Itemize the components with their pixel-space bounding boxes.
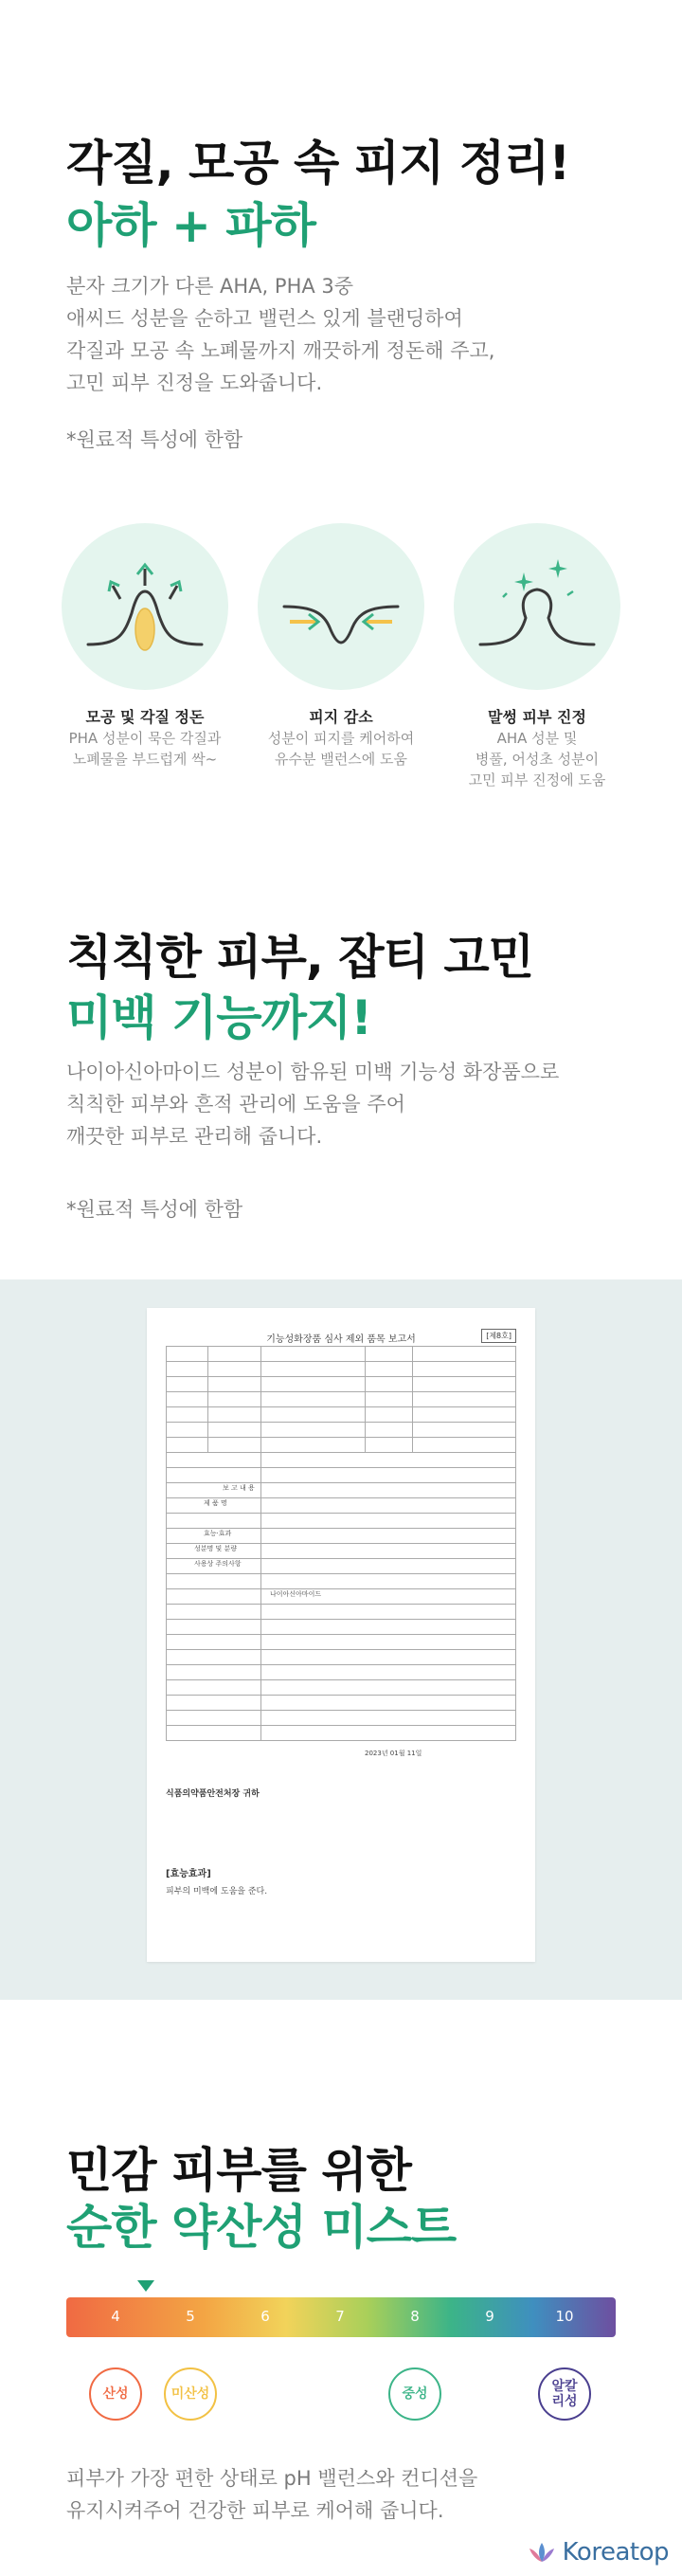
feature-desc-sebum: 성분이 피지를 케어하여 유수분 밸런스에 도움	[267, 730, 415, 768]
headline-sensitive-skin: 민감 피부를 위한	[66, 2143, 411, 2198]
section-whitening	[0, 881, 682, 1279]
ph-number: 5	[186, 2308, 195, 2325]
ph-marker-icon	[137, 2280, 154, 2292]
skin-soothing-icon	[454, 523, 620, 690]
lotus-icon	[527, 2539, 557, 2566]
section-exfoliation	[0, 0, 682, 881]
effect-body: 피부의 미백에 도움을 준다.	[166, 1887, 268, 1896]
document-tag: [제8호]	[481, 1329, 516, 1343]
headline-whitening: 칙칙한 피부, 잡티 고민	[66, 930, 533, 985]
ph-label-acidic: 산성	[89, 2367, 142, 2421]
headline-exfoliation: 각질, 모공 속 피지 정리!	[66, 136, 570, 190]
sebum-reduction-icon	[258, 523, 424, 690]
section-certificate	[0, 1279, 682, 2000]
document-title: 기능성화장품 심사 제외 품목 보고서	[266, 1334, 416, 1345]
whitening-description: 나이아신아마이드 성분이 함유된 미백 기능성 화장품으로 칙칙한 피부와 흔적 관리에 도움을 주어 깨끗한 피부로 관리해 줍니다.	[66, 1061, 560, 1148]
section-ph-mist	[0, 2000, 682, 2576]
ph-label-weak-acidic: 미산성	[164, 2367, 217, 2421]
ingredient-value: 나이아신아마이드	[270, 1590, 322, 1598]
efficacy-label: 효능·효과	[204, 1530, 232, 1537]
authority-label: 식품의약품안전처장 귀하	[166, 1789, 260, 1799]
feature-desc-soothing: AHA 성분 및 병풀, 어성초 성분이 고민 피부 진정에 도움	[468, 730, 606, 789]
pore-exfoliation-icon	[62, 523, 228, 690]
headline-whitening-function: 미백 기능까지!	[66, 990, 372, 1045]
ph-number: 10	[555, 2308, 574, 2325]
exfoliation-description: 분자 크기가 다른 AHA, PHA 3중 애씨드 성분을 순하고 밸런스 있게 블랜딩하여 각질과 모공 속 노폐물까지 깨끗하게 정돈해 주고, 고민 피부 진정을 도와줍니다.	[66, 275, 495, 394]
feature-title-pore: 모공 및 각질 정돈	[85, 708, 205, 726]
disclaimer-note: *원료적 특성에 한함	[66, 428, 243, 451]
ph-number: 6	[260, 2308, 270, 2325]
functional-cosmetics-report-document	[147, 1308, 535, 1962]
ph-description: 피부가 가장 편한 상태로 pH 밸런스와 컨디션을 유지시켜주어 건강한 피부로 케어해 줍니다.	[66, 2467, 478, 2522]
ph-label-alkaline: 알칼 리성	[538, 2367, 591, 2421]
report-content-label: 보 고 내 용	[223, 1484, 255, 1492]
disclaimer-note-2: *원료적 특성에 한함	[66, 1198, 243, 1221]
ph-number: 7	[335, 2308, 345, 2325]
headline-mild-mist: 순한 약산성 미스트	[66, 2200, 457, 2255]
ph-number: 8	[410, 2308, 420, 2325]
feature-title-sebum: 피지 감소	[309, 708, 373, 726]
report-date: 2023년 01월 11일	[365, 1750, 422, 1757]
headline-aha-pha: 아하 + 파하	[66, 198, 315, 253]
ph-number: 4	[111, 2308, 120, 2325]
effect-title: [효능효과]	[166, 1869, 211, 1879]
ph-label-neutral: 중성	[388, 2367, 441, 2421]
ph-number: 9	[485, 2308, 494, 2325]
feature-desc-pore: PHA 성분이 묵은 각질과 노폐물을 부드럽게 싹~	[68, 730, 222, 768]
ingredient-label: 성분명 및 분량	[194, 1545, 238, 1552]
brand-logo	[527, 2538, 669, 2567]
document-table	[166, 1346, 516, 1772]
product-name-label: 제 품 명	[204, 1499, 227, 1507]
feature-title-soothing: 말썽 피부 진정	[488, 708, 586, 726]
caution-label: 사용상 주의사항	[194, 1560, 242, 1568]
brand-name: Koreatop	[562, 2538, 669, 2567]
